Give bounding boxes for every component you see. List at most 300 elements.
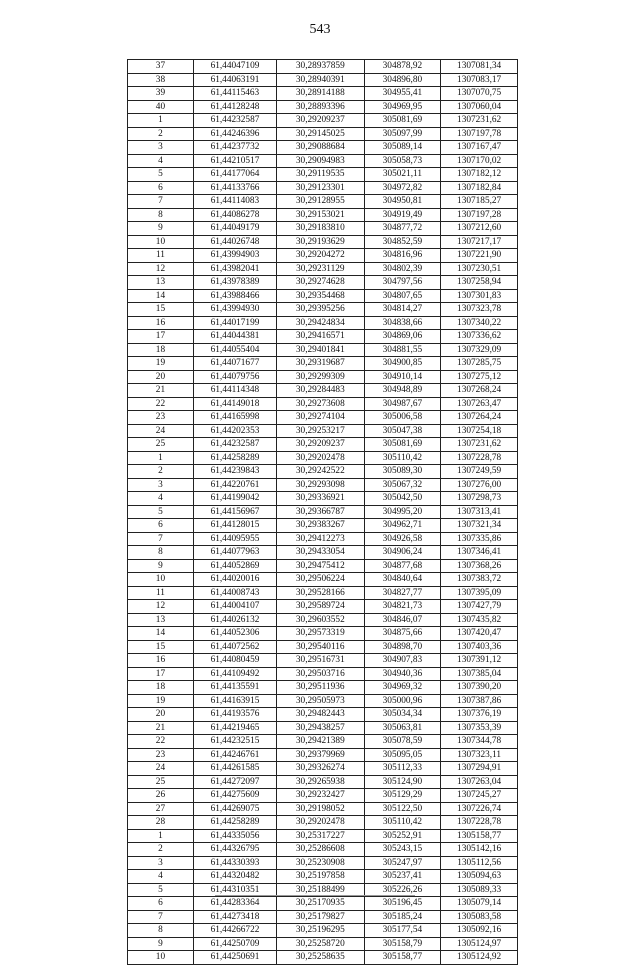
y-coordinate-cell: 1307258,94	[441, 276, 518, 290]
longitude-cell: 30,29119535	[277, 168, 365, 182]
point-number-cell: 19	[128, 694, 194, 708]
y-coordinate-cell: 1307368,26	[441, 559, 518, 573]
point-number-cell: 10	[128, 235, 194, 249]
point-number-cell: 8	[128, 924, 194, 938]
table-row	[128, 195, 518, 209]
point-number-cell: 37	[128, 60, 194, 74]
y-coordinate-cell: 1307231,62	[441, 438, 518, 452]
table-row	[128, 708, 518, 722]
x-coordinate-cell: 305058,73	[364, 154, 441, 168]
y-coordinate-cell: 1307346,41	[441, 546, 518, 560]
latitude-cell: 61,44017199	[193, 316, 276, 330]
x-coordinate-cell: 304896,80	[364, 73, 441, 87]
longitude-cell: 30,29209237	[277, 114, 365, 128]
x-coordinate-cell: 304926,58	[364, 532, 441, 546]
table-row	[128, 816, 518, 830]
point-number-cell: 11	[128, 586, 194, 600]
latitude-cell: 61,44020016	[193, 573, 276, 587]
table-row	[128, 87, 518, 101]
x-coordinate-cell: 304821,73	[364, 600, 441, 614]
point-number-cell: 15	[128, 303, 194, 317]
latitude-cell: 61,44220761	[193, 478, 276, 492]
longitude-cell: 30,29193629	[277, 235, 365, 249]
y-coordinate-cell: 1305079,14	[441, 897, 518, 911]
longitude-cell: 30,29424834	[277, 316, 365, 330]
latitude-cell: 61,44055404	[193, 343, 276, 357]
table-row	[128, 316, 518, 330]
y-coordinate-cell: 1307230,51	[441, 262, 518, 276]
longitude-cell: 30,29232427	[277, 789, 365, 803]
point-number-cell: 8	[128, 546, 194, 560]
latitude-cell: 61,44080459	[193, 654, 276, 668]
coordinates-table	[127, 59, 518, 965]
latitude-cell: 61,44135591	[193, 681, 276, 695]
latitude-cell: 61,44086278	[193, 208, 276, 222]
latitude-cell: 61,44272097	[193, 775, 276, 789]
latitude-cell: 61,44072562	[193, 640, 276, 654]
latitude-cell: 61,44273418	[193, 910, 276, 924]
y-coordinate-cell: 1307226,74	[441, 802, 518, 816]
point-number-cell: 28	[128, 816, 194, 830]
y-coordinate-cell: 1305083,58	[441, 910, 518, 924]
y-coordinate-cell: 1307231,62	[441, 114, 518, 128]
longitude-cell: 30,29482443	[277, 708, 365, 722]
x-coordinate-cell: 304955,41	[364, 87, 441, 101]
latitude-cell: 61,44202353	[193, 424, 276, 438]
longitude-cell: 30,29319687	[277, 357, 365, 371]
latitude-cell: 61,44128015	[193, 519, 276, 533]
point-number-cell: 10	[128, 573, 194, 587]
x-coordinate-cell: 305124,90	[364, 775, 441, 789]
longitude-cell: 30,29123301	[277, 181, 365, 195]
point-number-cell: 3	[128, 856, 194, 870]
y-coordinate-cell: 1307335,86	[441, 532, 518, 546]
y-coordinate-cell: 1307383,72	[441, 573, 518, 587]
y-coordinate-cell: 1307329,09	[441, 343, 518, 357]
y-coordinate-cell: 1307263,47	[441, 397, 518, 411]
y-coordinate-cell: 1307217,17	[441, 235, 518, 249]
table-row	[128, 532, 518, 546]
latitude-cell: 61,44071677	[193, 357, 276, 371]
latitude-cell: 61,44250691	[193, 951, 276, 965]
y-coordinate-cell: 1307182,84	[441, 181, 518, 195]
latitude-cell: 61,44063191	[193, 73, 276, 87]
point-number-cell: 21	[128, 721, 194, 735]
y-coordinate-cell: 1307276,00	[441, 478, 518, 492]
latitude-cell: 61,44079756	[193, 370, 276, 384]
table-row	[128, 802, 518, 816]
y-coordinate-cell: 1307298,73	[441, 492, 518, 506]
latitude-cell: 61,44237732	[193, 141, 276, 155]
point-number-cell: 2	[128, 465, 194, 479]
longitude-cell: 30,29589724	[277, 600, 365, 614]
table-row	[128, 330, 518, 344]
table-row	[128, 235, 518, 249]
latitude-cell: 61,44193576	[193, 708, 276, 722]
point-number-cell: 4	[128, 154, 194, 168]
longitude-cell: 30,29202478	[277, 816, 365, 830]
point-number-cell: 13	[128, 276, 194, 290]
table-row	[128, 127, 518, 141]
x-coordinate-cell: 305047,38	[364, 424, 441, 438]
y-coordinate-cell: 1305124,97	[441, 937, 518, 951]
y-coordinate-cell: 1307420,47	[441, 627, 518, 641]
x-coordinate-cell: 305000,96	[364, 694, 441, 708]
latitude-cell: 61,44261585	[193, 762, 276, 776]
point-number-cell: 25	[128, 438, 194, 452]
x-coordinate-cell: 305006,58	[364, 411, 441, 425]
point-number-cell: 6	[128, 519, 194, 533]
longitude-cell: 30,29299309	[277, 370, 365, 384]
x-coordinate-cell: 305129,29	[364, 789, 441, 803]
point-number-cell: 9	[128, 937, 194, 951]
longitude-cell: 30,29183810	[277, 222, 365, 236]
point-number-cell: 40	[128, 100, 194, 114]
y-coordinate-cell: 1307228,78	[441, 816, 518, 830]
point-number-cell: 20	[128, 370, 194, 384]
x-coordinate-cell: 304987,67	[364, 397, 441, 411]
table-row	[128, 694, 518, 708]
table-row	[128, 370, 518, 384]
latitude-cell: 61,44326795	[193, 843, 276, 857]
x-coordinate-cell: 305097,99	[364, 127, 441, 141]
x-coordinate-cell: 305081,69	[364, 438, 441, 452]
longitude-cell: 30,29433054	[277, 546, 365, 560]
point-number-cell: 17	[128, 330, 194, 344]
longitude-cell: 30,29153021	[277, 208, 365, 222]
latitude-cell: 61,44114083	[193, 195, 276, 209]
x-coordinate-cell: 305042,50	[364, 492, 441, 506]
latitude-cell: 61,44283364	[193, 897, 276, 911]
table-row	[128, 748, 518, 762]
y-coordinate-cell: 1307245,27	[441, 789, 518, 803]
point-number-cell: 39	[128, 87, 194, 101]
point-number-cell: 22	[128, 735, 194, 749]
table-row	[128, 397, 518, 411]
x-coordinate-cell: 304869,06	[364, 330, 441, 344]
latitude-cell: 61,44330393	[193, 856, 276, 870]
point-number-cell: 2	[128, 843, 194, 857]
x-coordinate-cell: 304940,36	[364, 667, 441, 681]
longitude-cell: 30,29273608	[277, 397, 365, 411]
latitude-cell: 61,44149018	[193, 397, 276, 411]
table-row	[128, 438, 518, 452]
x-coordinate-cell: 304972,82	[364, 181, 441, 195]
y-coordinate-cell: 1307395,09	[441, 586, 518, 600]
x-coordinate-cell: 305158,79	[364, 937, 441, 951]
y-coordinate-cell: 1307435,82	[441, 613, 518, 627]
x-coordinate-cell: 304950,81	[364, 195, 441, 209]
longitude-cell: 30,28914188	[277, 87, 365, 101]
x-coordinate-cell: 304919,49	[364, 208, 441, 222]
table-row	[128, 789, 518, 803]
x-coordinate-cell: 304906,24	[364, 546, 441, 560]
table-row	[128, 519, 518, 533]
point-number-cell: 14	[128, 289, 194, 303]
latitude-cell: 61,44128248	[193, 100, 276, 114]
x-coordinate-cell: 304910,14	[364, 370, 441, 384]
longitude-cell: 30,29379969	[277, 748, 365, 762]
y-coordinate-cell: 1307376,19	[441, 708, 518, 722]
latitude-cell: 61,44044381	[193, 330, 276, 344]
longitude-cell: 30,29505973	[277, 694, 365, 708]
latitude-cell: 61,44052869	[193, 559, 276, 573]
point-number-cell: 27	[128, 802, 194, 816]
x-coordinate-cell: 304900,85	[364, 357, 441, 371]
point-number-cell: 8	[128, 208, 194, 222]
longitude-cell: 30,29540116	[277, 640, 365, 654]
y-coordinate-cell: 1307228,78	[441, 451, 518, 465]
point-number-cell: 10	[128, 951, 194, 965]
point-number-cell: 26	[128, 789, 194, 803]
y-coordinate-cell: 1307340,22	[441, 316, 518, 330]
longitude-cell: 30,25286608	[277, 843, 365, 857]
table-row	[128, 762, 518, 776]
longitude-cell: 30,25197858	[277, 870, 365, 884]
x-coordinate-cell: 305177,54	[364, 924, 441, 938]
latitude-cell: 61,44232587	[193, 438, 276, 452]
longitude-cell: 30,29293098	[277, 478, 365, 492]
point-number-cell: 17	[128, 667, 194, 681]
latitude-cell: 61,44049179	[193, 222, 276, 236]
point-number-cell: 22	[128, 397, 194, 411]
longitude-cell: 30,29202478	[277, 451, 365, 465]
longitude-cell: 30,29354468	[277, 289, 365, 303]
y-coordinate-cell: 1307170,02	[441, 154, 518, 168]
x-coordinate-cell: 305196,45	[364, 897, 441, 911]
latitude-cell: 61,44115463	[193, 87, 276, 101]
latitude-cell: 61,44246396	[193, 127, 276, 141]
point-number-cell: 20	[128, 708, 194, 722]
longitude-cell: 30,25179827	[277, 910, 365, 924]
x-coordinate-cell: 305089,14	[364, 141, 441, 155]
x-coordinate-cell: 304881,55	[364, 343, 441, 357]
latitude-cell: 61,44258289	[193, 451, 276, 465]
longitude-cell: 30,28940391	[277, 73, 365, 87]
latitude-cell: 61,44232515	[193, 735, 276, 749]
latitude-cell: 61,43988466	[193, 289, 276, 303]
table-row	[128, 114, 518, 128]
table-row	[128, 897, 518, 911]
table-row	[128, 208, 518, 222]
y-coordinate-cell: 1307323,78	[441, 303, 518, 317]
table-row	[128, 289, 518, 303]
latitude-cell: 61,44004107	[193, 600, 276, 614]
longitude-cell: 30,25258635	[277, 951, 365, 965]
x-coordinate-cell: 305112,33	[364, 762, 441, 776]
point-number-cell: 23	[128, 748, 194, 762]
latitude-cell: 61,44232587	[193, 114, 276, 128]
x-coordinate-cell: 304827,77	[364, 586, 441, 600]
table-row	[128, 303, 518, 317]
point-number-cell: 18	[128, 343, 194, 357]
longitude-cell: 30,29416571	[277, 330, 365, 344]
point-number-cell: 7	[128, 195, 194, 209]
longitude-cell: 30,29503716	[277, 667, 365, 681]
latitude-cell: 61,44199042	[193, 492, 276, 506]
table-row	[128, 168, 518, 182]
longitude-cell: 30,29528166	[277, 586, 365, 600]
table-row	[128, 60, 518, 74]
longitude-cell: 30,29204272	[277, 249, 365, 263]
point-number-cell: 38	[128, 73, 194, 87]
longitude-cell: 30,29516731	[277, 654, 365, 668]
x-coordinate-cell: 304875,66	[364, 627, 441, 641]
x-coordinate-cell: 305095,05	[364, 748, 441, 762]
latitude-cell: 61,44165998	[193, 411, 276, 425]
x-coordinate-cell: 304898,70	[364, 640, 441, 654]
table-row	[128, 154, 518, 168]
coordinates-table-body	[128, 60, 518, 965]
x-coordinate-cell: 305247,97	[364, 856, 441, 870]
y-coordinate-cell: 1307321,34	[441, 519, 518, 533]
latitude-cell: 61,44310351	[193, 883, 276, 897]
y-coordinate-cell: 1307294,91	[441, 762, 518, 776]
longitude-cell: 30,29511936	[277, 681, 365, 695]
y-coordinate-cell: 1307387,86	[441, 694, 518, 708]
x-coordinate-cell: 305237,41	[364, 870, 441, 884]
y-coordinate-cell: 1307070,75	[441, 87, 518, 101]
x-coordinate-cell: 304846,07	[364, 613, 441, 627]
table-row	[128, 654, 518, 668]
point-number-cell: 3	[128, 141, 194, 155]
latitude-cell: 61,44177064	[193, 168, 276, 182]
table-row	[128, 559, 518, 573]
x-coordinate-cell: 305185,24	[364, 910, 441, 924]
point-number-cell: 12	[128, 262, 194, 276]
x-coordinate-cell: 304802,39	[364, 262, 441, 276]
x-coordinate-cell: 304838,66	[364, 316, 441, 330]
table-row	[128, 411, 518, 425]
longitude-cell: 30,29326274	[277, 762, 365, 776]
y-coordinate-cell: 1305094,63	[441, 870, 518, 884]
x-coordinate-cell: 304852,59	[364, 235, 441, 249]
x-coordinate-cell: 304877,68	[364, 559, 441, 573]
table-row	[128, 721, 518, 735]
latitude-cell: 61,44210517	[193, 154, 276, 168]
latitude-cell: 61,44219465	[193, 721, 276, 735]
longitude-cell: 30,25188499	[277, 883, 365, 897]
point-number-cell: 5	[128, 883, 194, 897]
x-coordinate-cell: 304969,32	[364, 681, 441, 695]
latitude-cell: 61,43994903	[193, 249, 276, 263]
longitude-cell: 30,29265938	[277, 775, 365, 789]
x-coordinate-cell: 304948,89	[364, 384, 441, 398]
latitude-cell: 61,44258289	[193, 816, 276, 830]
point-number-cell: 6	[128, 897, 194, 911]
longitude-cell: 30,29438257	[277, 721, 365, 735]
point-number-cell: 6	[128, 181, 194, 195]
latitude-cell: 61,44320482	[193, 870, 276, 884]
y-coordinate-cell: 1307336,62	[441, 330, 518, 344]
table-row	[128, 627, 518, 641]
x-coordinate-cell: 305243,15	[364, 843, 441, 857]
point-number-cell: 3	[128, 478, 194, 492]
table-row	[128, 222, 518, 236]
y-coordinate-cell: 1307344,78	[441, 735, 518, 749]
point-number-cell: 4	[128, 870, 194, 884]
point-number-cell: 18	[128, 681, 194, 695]
table-row	[128, 829, 518, 843]
table-row	[128, 546, 518, 560]
longitude-cell: 30,29274104	[277, 411, 365, 425]
y-coordinate-cell: 1307391,12	[441, 654, 518, 668]
x-coordinate-cell: 304878,92	[364, 60, 441, 74]
table-row	[128, 856, 518, 870]
longitude-cell: 30,29366787	[277, 505, 365, 519]
x-coordinate-cell: 305110,42	[364, 816, 441, 830]
longitude-cell: 30,29421389	[277, 735, 365, 749]
point-number-cell: 16	[128, 654, 194, 668]
latitude-cell: 61,44047109	[193, 60, 276, 74]
x-coordinate-cell: 304907,83	[364, 654, 441, 668]
latitude-cell: 61,44077963	[193, 546, 276, 560]
point-number-cell: 5	[128, 168, 194, 182]
longitude-cell: 30,28937859	[277, 60, 365, 74]
latitude-cell: 61,43994930	[193, 303, 276, 317]
point-number-cell: 14	[128, 627, 194, 641]
y-coordinate-cell: 1307197,28	[441, 208, 518, 222]
y-coordinate-cell: 1307264,24	[441, 411, 518, 425]
longitude-cell: 30,29242522	[277, 465, 365, 479]
x-coordinate-cell: 305158,77	[364, 951, 441, 965]
latitude-cell: 61,44335056	[193, 829, 276, 843]
latitude-cell: 61,44269075	[193, 802, 276, 816]
table-row	[128, 465, 518, 479]
longitude-cell: 30,29145025	[277, 127, 365, 141]
x-coordinate-cell: 305226,26	[364, 883, 441, 897]
latitude-cell: 61,44109492	[193, 667, 276, 681]
point-number-cell: 9	[128, 222, 194, 236]
point-number-cell: 16	[128, 316, 194, 330]
table-row	[128, 681, 518, 695]
longitude-cell: 30,29284483	[277, 384, 365, 398]
x-coordinate-cell: 305081,69	[364, 114, 441, 128]
longitude-cell: 30,29336921	[277, 492, 365, 506]
table-row	[128, 586, 518, 600]
point-number-cell: 7	[128, 532, 194, 546]
x-coordinate-cell: 305034,34	[364, 708, 441, 722]
point-number-cell: 9	[128, 559, 194, 573]
table-row	[128, 343, 518, 357]
x-coordinate-cell: 304969,95	[364, 100, 441, 114]
longitude-cell: 30,29401841	[277, 343, 365, 357]
y-coordinate-cell: 1307083,17	[441, 73, 518, 87]
table-row	[128, 384, 518, 398]
y-coordinate-cell: 1307182,12	[441, 168, 518, 182]
y-coordinate-cell: 1307385,04	[441, 667, 518, 681]
table-row	[128, 910, 518, 924]
longitude-cell: 30,25317227	[277, 829, 365, 843]
x-coordinate-cell: 304877,72	[364, 222, 441, 236]
table-row	[128, 100, 518, 114]
point-number-cell: 24	[128, 424, 194, 438]
table-row	[128, 573, 518, 587]
table-row	[128, 640, 518, 654]
x-coordinate-cell: 304814,27	[364, 303, 441, 317]
longitude-cell: 30,25196295	[277, 924, 365, 938]
table-row	[128, 951, 518, 965]
y-coordinate-cell: 1307221,90	[441, 249, 518, 263]
point-number-cell: 15	[128, 640, 194, 654]
point-number-cell: 13	[128, 613, 194, 627]
point-number-cell: 1	[128, 114, 194, 128]
x-coordinate-cell: 305021,11	[364, 168, 441, 182]
table-row	[128, 276, 518, 290]
longitude-cell: 30,28893396	[277, 100, 365, 114]
y-coordinate-cell: 1307403,36	[441, 640, 518, 654]
table-row	[128, 870, 518, 884]
